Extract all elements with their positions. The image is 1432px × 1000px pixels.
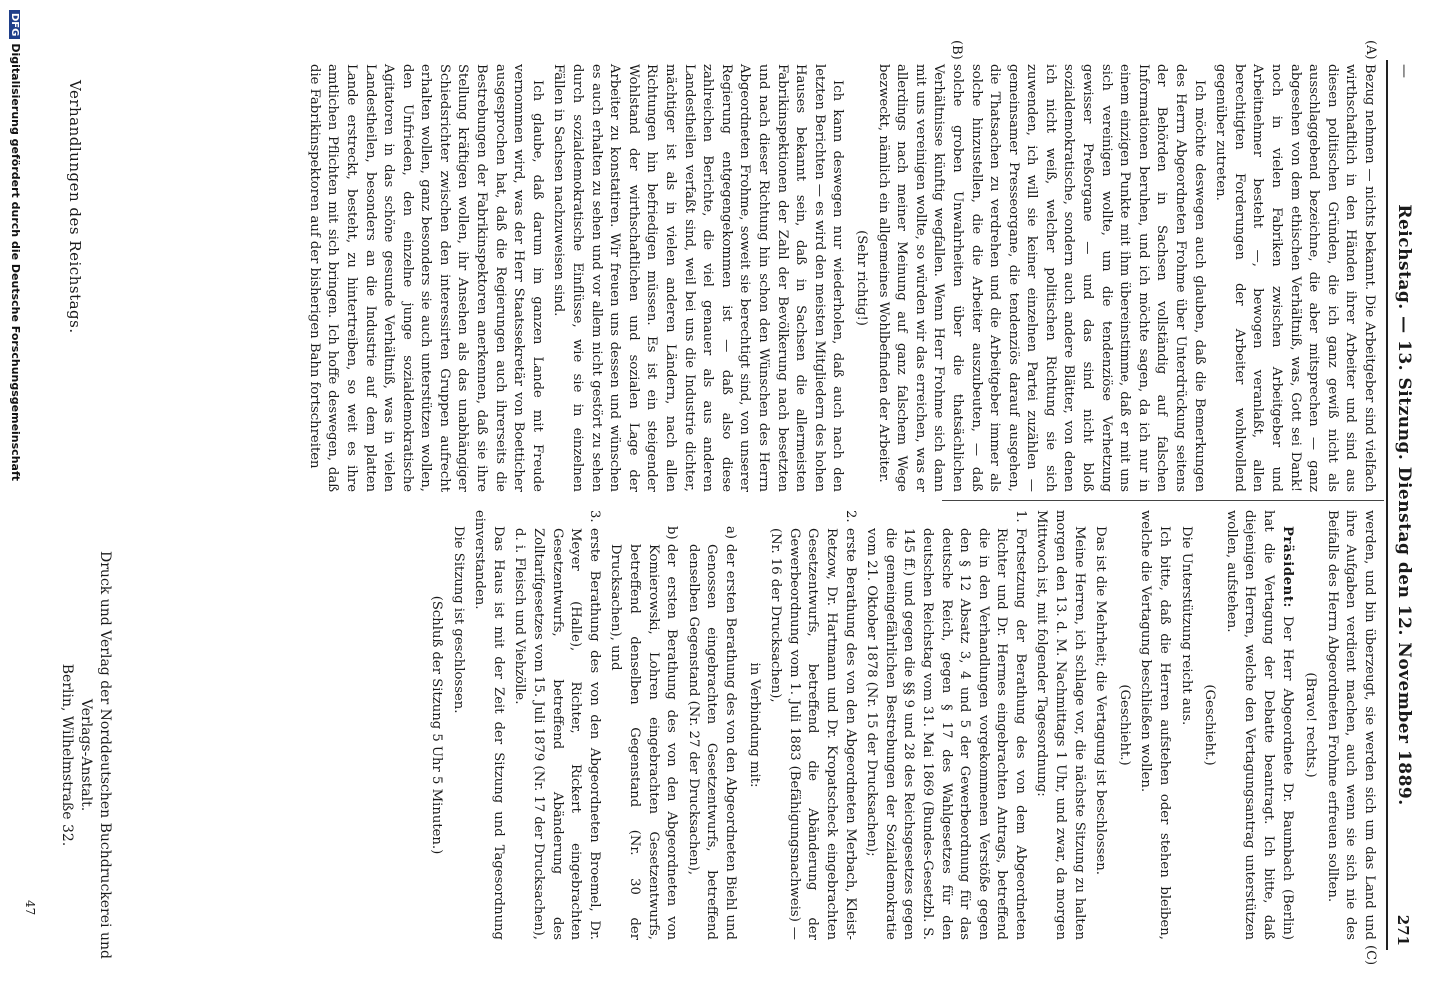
header-page-number: 271 (1394, 914, 1412, 946)
paragraph: Ich möchte deswegen auch glauben, daß die Bemerkungen des Herrn Abgeordneten Frohme über Unterdrückung seitens der Behörden in Sachsen vollständig auf falschen Informationen beruhen, und ich möchte sagen, da ich nur in einem einzigen Punkte mit ihm übereinstimme, daß er mit uns sich vereinigen wollte, um die tendenziöse Verhetzung gewisser Preßorgane — und das sind nicht bloß sozialdemokratische, sondern auch andere Blätter, von denen ich nicht weiß, welcher politischen Richtung sie sich zuwenden, ich will sie keiner einzelnen Partei zuzählen — gemeinsamer Presseorgane, die tendenziös darauf ausgehen, die Thatsachen zu verdrehen und die Arbeitgeber immer als solche hinzustellen, die die Arbeiter auszubeuten, — daß solche groben Unwahrheiten über die thatsächlichen Verhältnisse künftig wegfallen. Wenn Herr Frohme sich dann mit uns vereinigen wollte, so würden wir das erreichen, was er allerdings nach meiner Meinung auf ganz falschem Wege bezweckt, nämlich ein allgemeines Wohlbefinden der Arbeiter. (875, 64, 1207, 492)
agenda-text: erste Berathung des von den Abgeordneten Merbach, Kleist-Retzow, Dr. Hartmann und Dr. Kropatscheck eingebrachten Gesetzentwurfs, betreffend die Abänderung der Gewerbeordnung vom 1. Juli 1883 (Befähigungsnachweis) — (Nr. 16 der Drucksachen), (768, 528, 858, 940)
running-title: Reichstag. — 13. Sitzung. Dienstag den 12. November 1889. (1394, 204, 1414, 806)
paragraph: Die Sitzung ist geschlossen. (450, 526, 466, 714)
paragraph: Meine Herren, ich schlage vor, die nächste Sitzung zu halten morgen den 13. d. M. Nachmittags 1 Uhr, und zwar, da morgen Mittwoch ist, mit folgender Tagesordnung: (1034, 510, 1087, 940)
paragraph: Das Haus ist mit der Zeit der Sitzung und Tagesordnung einverstanden. (472, 510, 506, 940)
speaker-paragraph (1221, 510, 1295, 940)
speaker-text: Der Herr Abgeordnete Dr. Baumbach (Berlin) hat die Vertagung der Debatte beantragt. Ich bitte, daß diejenigen Herren, welche den Vertagungsantrag unterstützen wollen, aufstehen. (1223, 510, 1295, 940)
margin-marker-a: (A) (1363, 40, 1378, 60)
agenda-subtext: der ersten Berathung des von den Abgeordneten Biehl und Genossen eingebrachten Gesetzentwurfs, betreffend denselben Gegenstand (Nr. 27 der Drucksachen), (685, 544, 738, 940)
agenda-item (766, 510, 859, 940)
agenda-subtext: der ersten Berathung des von den Abgeordneten von Komierowski, Lohren eingebrachten Gesetzentwurfs, betreffend denselben Gegenstand (Nr. 30 der Drucksachen), und (608, 544, 680, 940)
agenda-subnumber: a) (723, 526, 738, 540)
agenda-number: 3. (586, 510, 602, 523)
dfg-text: Digitalisierung gefördert durch die Deutsche Forschungsgemeinschaft (9, 43, 22, 482)
connector-note: in Verbindung mit: (746, 662, 762, 788)
paragraph: werden, und bin überzeugt, sie werden sich um das Land und ihre Aufgaben verdient machen, auch wenn sie sich nie des Beifalls des Herrn Abgeordneten Frohme erfreuen sollten. (1324, 510, 1377, 940)
imprint-line: Berlin, Wilhelmstraße 32. (59, 663, 75, 847)
agenda-subitem (606, 510, 680, 940)
agenda-item (862, 510, 1029, 940)
dfg-logo: DFG (9, 10, 20, 39)
speaker-name: Präsident: (1279, 526, 1295, 609)
footer-publication-title: Verhandlungen des Reichstags. (66, 80, 84, 334)
sheet-number: 47 (23, 900, 37, 916)
agenda-number: 2. (842, 510, 858, 523)
paragraph: Ich kann deswegen nur wiederholen, daß auch nach den letzten Berichten — es wird den meisten Mitgliedern des hohen Hauses bekannt sein, daß in Sachsen die allermeisten Fabrikinspektionen der Zahl der Bevölkerung nach besetzten und nach dieser Richtung hin schon den Wünschen des Herrn Abgeordneten Frohme, soweit sie berechtigt sind, von unserer Regierung entgegengekommen ist — daß also diese zahlreichen Berichte, die viel genauer als aus anderen Landestheilen verfaßt sind, weil bei uns die Industrie dichter, mächtiger ist als in vielen anderen Ländern, nach allen Richtungen hin befriedigen müssen. Es ist ein steigender Wohlstand der wirthschaftlichen und sozialen Lage der Arbeiter zu konstatiren. Wir freuen uns dessen und wünschen es auch erhalten zu sehen und vor allem nicht gestört zu sehen durch sozialdemokratische Einflüsse, wie sie in einzelnen Fällen in Sachsen nachzuweisen sind. (551, 64, 846, 492)
left-column (301, 64, 1378, 492)
imprint-line: Druck und Verlag der Norddeutschen Buchdruckerei und Verlags-Anstalt. (78, 551, 113, 959)
paragraph: Das ist die Mehrheit; die Vertagung ist beschlossen. (1093, 526, 1109, 875)
agenda-text: erste Berathung des von den Abgeordneten Broemel, Dr. Meyer (Halle), Richter, Rickert eingebrachten Gesetzentwurfs, betreffend Abänderung des Zolltarifgesetzes vom 15. Juli 1879 (Nr. 17 der Drucksachen), d. i. Fleisch und Viehzölle. (512, 528, 602, 940)
paragraph: Ich bitte, daß die Herren aufstehen oder stehen bleiben, welche die Vertagung beschließen wollen. (1138, 510, 1173, 940)
session-close-note: (Schluß der Sitzung 5 Uhr 5 Minuten.) (429, 595, 445, 855)
page-header (1386, 60, 1414, 950)
agenda-number: 1. (1012, 510, 1028, 523)
agenda-subitem (683, 510, 739, 940)
interjection: (Sehr richtig!) (853, 230, 869, 326)
footer-imprint (57, 540, 114, 970)
agenda-subnumber: b) (664, 526, 680, 540)
margin-marker-c: (C) (1363, 945, 1378, 966)
interjection: (Bravo! rechts.) (1303, 672, 1319, 778)
paragraph: Die Unterstützung reicht aus. (1178, 526, 1194, 726)
interjection: (Geschieht.) (1116, 684, 1132, 766)
dfg-notice (9, 10, 22, 481)
paragraph: Bezug nehmen — nichts bekannt. Die Arbeitgeber sind vielfach wirthschaftlich in den Händen ihrer Arbeiter und sind aus diesen politischen Gründen, die ich ganz gewiß nicht als ausschlaggebend bezeichne, die aber mitsprechen — ganz abgesehen von dem ethischen Verhältniß, was, Gott sei Dank! noch in vielen Fabriken zwischen Arbeitgeber und Arbeitnehmer besteht —, bewogen veranlaßt, allen berechtigten Forderungen der Arbeiter wohlwollend gegenüber zutreten. (1213, 64, 1377, 492)
margin-marker-b: (B) (949, 40, 964, 60)
agenda-item (510, 510, 603, 940)
agenda-text: Fortsetzung der Berathung des von dem Abgeordneten Richter und Dr. Hermes eingebrachten Antrags, betreffend die in den Verhandlungen vorgekommenen Verstöße gegen den § 12 Absatz 3, 4 und 5 der Gewerbeordnung für das deutsche Reich, gegen § 17 des Wahlgesetzes für den deutschen Reichstag vom 31. Mai 1869 (Bundes-Gesetzbl. S. 145 ff.) und gegen die §§ 9 und 28 des Reichsgesetzes gegen die gemeingefährlichen Bestrebungen der Sozialdemokratie vom 21. Oktober 1878 (Nr. 15 der Drucksachen); (864, 528, 1028, 940)
header-dash: — (1396, 64, 1412, 78)
column-divider (942, 500, 1384, 501)
right-column (422, 510, 1379, 940)
paragraph: Ich glaube, daß darum im ganzen Lande mit Freude vernommen wird, was der Herr Staatssekretär von Boetticher ausgesprochen hat, daß die Regierungen auch ihrerseits die Bestrebungen der Fabrikinspektoren anerkennen, daß sie ihre Stellung kräftigen wollen, ihr Ansehen als das unabhängiger Schiedsrichter zwischen den interessirten Gruppen aufrecht erhalten wollen, ganz besonders sie auch unterstützen wollen, den Unfrieden, den einzelne junge sozialdemokratische Agitatoren in das schöne gesunde Verhältniß, was in vielen Landestheilen, besonders an die Industrie auf dem platten Lande erstreckt, besteht, zu hintertreiben, so weit es ihre amtlichen Pflichten mit sich bringen. Ich hoffe deswegen, daß die Fabrikinspektoren auf der bisherigen Bahn fortschreiten (306, 64, 545, 492)
interjection: (Geschieht.) (1202, 684, 1218, 766)
